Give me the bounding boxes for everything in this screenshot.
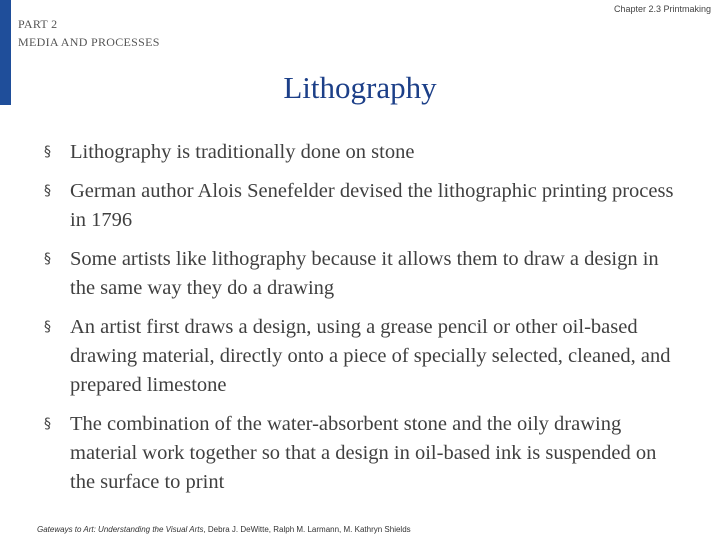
part-label (18, 15, 160, 51)
bullet-item (44, 313, 684, 400)
footer-citation (37, 525, 411, 534)
bullet-text: The combination of the water-absorbent stone and the oily drawing material work together so that a design in oil-based ink is suspended on the surface to print (70, 413, 657, 493)
bullet-list (44, 138, 684, 507)
bullet-text: German author Alois Senefelder devised the lithographic printing process in 1796 (70, 180, 674, 231)
bullet-text: Some artists like lithography because it allows them to draw a design in the same way they do a drawing (70, 248, 659, 299)
footer-book-title: Gateways to Art: Understanding the Visual Arts (37, 525, 204, 534)
section-name: MEDIA AND PROCESSES (18, 35, 160, 49)
bullet-item (44, 410, 684, 497)
bullet-text: Lithography is traditionally done on stone (70, 141, 415, 163)
chapter-label: Chapter 2.3 Printmaking (613, 4, 711, 14)
bullet-item (44, 245, 684, 303)
slide-title: Lithography (283, 70, 437, 105)
bullet-text: An artist first draws a design, using a grease pencil or other oil-based drawing material, directly onto a piece of specially selected, cleaned, and prepared limestone (70, 316, 671, 396)
part-number: PART 2 (18, 17, 58, 31)
bullet-marker-icon: § (44, 183, 51, 199)
footer-authors: , Debra J. DeWitte, Ralph M. Larmann, M. Kathryn Shields (203, 525, 411, 534)
bullet-item (44, 138, 684, 167)
bullet-item (44, 177, 684, 235)
bullet-marker-icon: § (44, 144, 51, 160)
bullet-marker-icon: § (44, 251, 51, 267)
bullet-marker-icon: § (44, 416, 51, 432)
bullet-marker-icon: § (44, 319, 51, 335)
